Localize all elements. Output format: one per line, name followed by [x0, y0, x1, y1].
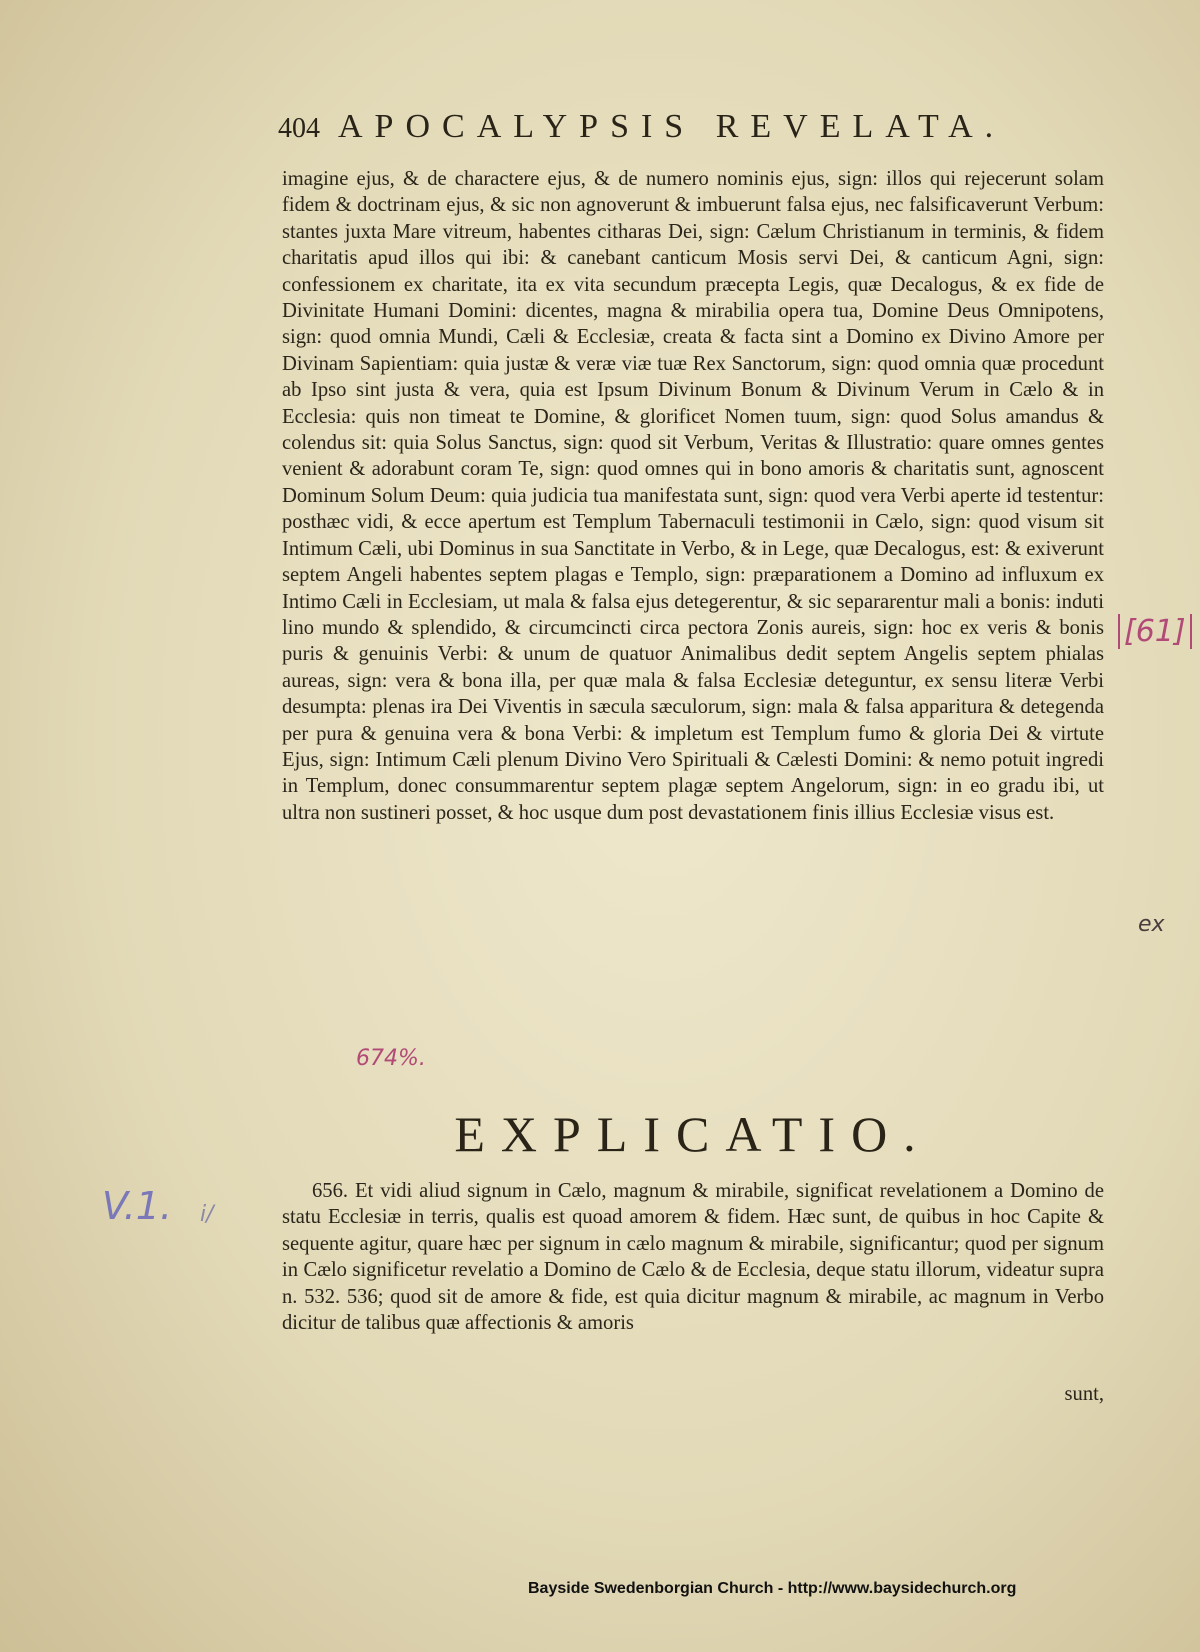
main-text-block [282, 166, 1104, 826]
handwritten-end-note: 674%. [356, 1046, 426, 1071]
page-number: 404 [278, 113, 320, 144]
handwritten-verse-note: V.1. [102, 1184, 172, 1228]
footer-credit: Bayside Swedenborgian Church - http://www.baysidechurch.org [528, 1580, 1017, 1597]
section-heading: EXPLICATIO. [454, 1106, 932, 1162]
handwritten-bracket-note: [61] [1118, 614, 1192, 649]
catchword: sunt, [1064, 1383, 1104, 1405]
handwritten-i-mark: i/ [200, 1202, 214, 1227]
running-title: APOCALYPSIS REVELATA. [338, 108, 1006, 145]
main-paragraph: imagine ejus, & de charactere ejus, & de numero nominis ejus, sign: illos qui rejecerunt solam fidem & doctrinam ejus, & sic non agnoverunt & imbuerunt falsa ejus, nec falsificaverunt Verbum: stantes juxta Mare vitreum, habentes citharas Dei, sign: Cælum Christianum in terminis, & fidem charitatis apud illos qui ibi: & canebant canticum Mosis servi Dei, & canticum Agni, sign: confessionem ex charitate, ita ex vita secundum præcepta Legis, quæ Decalogus, & ex fide de Divinitate Humani Domini: dicentes, magna & mirabilia opera tua, Domine Deus Omnipotens, sign: quod omnia Mundi, Cæli & Ecclesiæ, creata & facta sint a Domino ex Divino Amore per Divinam Sapientiam: quia justæ & veræ viæ tuæ Rex Sanctorum, sign: quod omnia quæ procedunt ab Ipso sint justa & vera, quia est Ipsum Divinum Bonum & Divinum Verum in Cælo & in Ecclesia: quis non timeat te Domine, & glorificet Nomen tuum, sign: quod Solus amandus & colendus sit: quia Solus Sanctus, sign: quod sit Verbum, Veritas & Illustratio: quare omnes gentes venient & adorabunt coram Te, sign: quod omnes qui in bono amoris & charitatis sunt, agnoscent Dominum Solum Deum: quia judicia tua manifestata sunt, sign: quod vera Verbi aperte id testentur: posthæc vidi, & ecce apertum est Templum Tabernaculi testimonii in Cælo, sign: quod visum sit Intimum Cæli, ubi Dominus in sua Sanctitate in Verbo, & in Lege, quæ Decalogus, est: & exiverunt septem Angeli habentes septem plagas e Templo, sign: præparationem a Domino ad influxum ex Intimo Cæli in Ecclesiam, ut mala & falsa ejus detegerentur, & sic separarentur mali a bonis: induti lino mundo & splendido, & circumcincti circa pectora Zonis aureis, sign: hoc ex veris & bonis puris & genuinis Verbi: & unum de quatuor Animalibus dedit septem Angelis septem phialas aureas, sign: vera & bona illa, per quæ mala & falsa Ecclesiæ deteguntur, ex sensu literæ Verbi desumpta: plenas ira Dei Viventis in sæcula sæculorum, sign: mala & falsa apparitura & detegenda per pura & genuina vera & bona Verbi: & impletum est Templum fumo & gloria Dei & virtute Ejus, sign: Intimum Cæli plenum Divino Vero Spirituali & Cælesti Domini: & nemo potuit ingredi in Templum, donec consummarentur septem plagæ septem Angelorum, sign: in eo gradu ibi, ut ultra non sustineri posset, & hoc usque dum post devastationem finis illius Ecclesiæ visus est. [282, 168, 1104, 824]
explicatio-text-block [282, 1178, 1104, 1336]
handwritten-ex-note: ex [1138, 912, 1165, 937]
explicatio-paragraph: 656. Et vidi aliud signum in Cælo, magnum & mirabile, significat revelationem a Domino de statu Ecclesiæ in terris, qualis est quoad amorem & fidem. Hæc sunt, de quibus in hoc Capite & sequente agitur, quare hæc per signum in cælo magnum & mirabile, significantur; quod per signum in Cælo significetur revelatio a Domino de Cælo & de Ecclesia, deque statu illorum, videatur supra n. 532. 536; quod sit de amore & fide, est quia dicitur magnum & mirabile, ac magnum in Verbo dicitur de talibus quæ affectionis & amoris [282, 1180, 1104, 1335]
page-header [278, 108, 1078, 154]
